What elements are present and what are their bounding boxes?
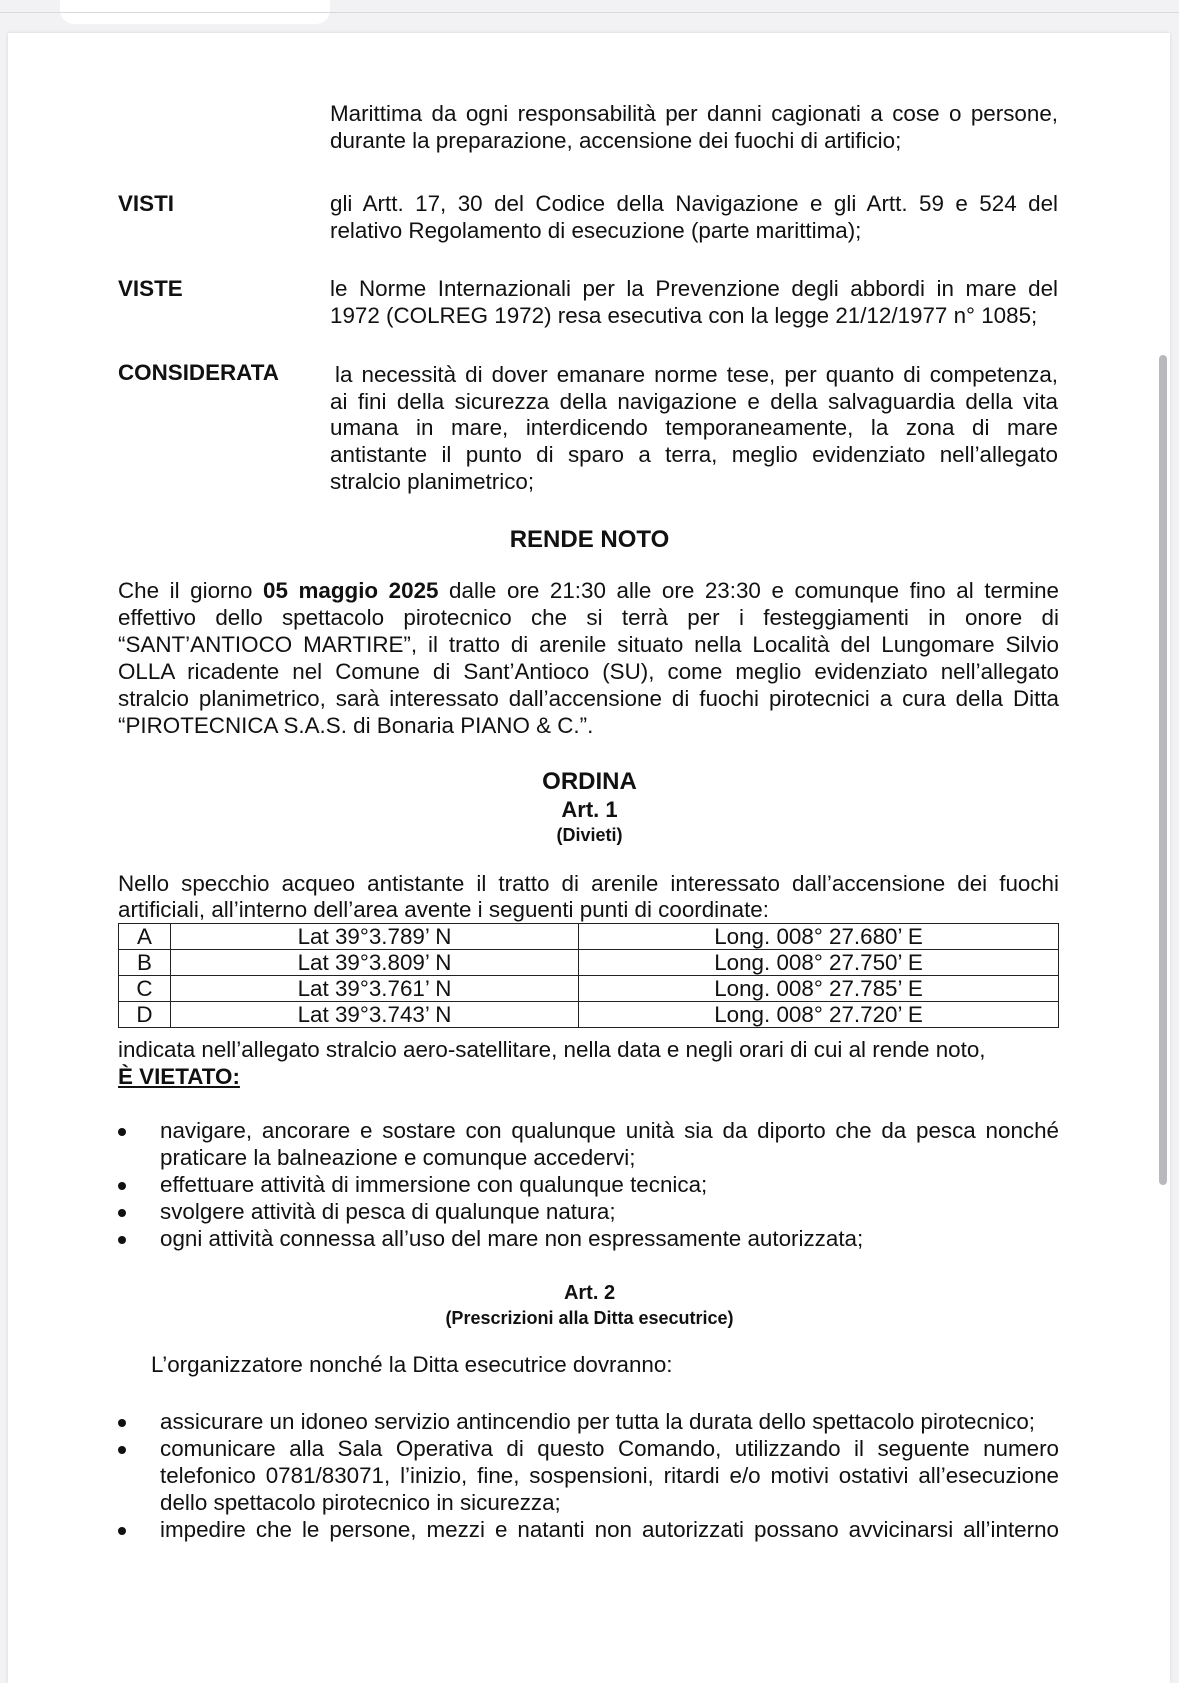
coord-id: C xyxy=(119,976,171,1002)
ordina-line-2: artificiali, all’interno dell’area avente i seguenti punti di coordinate: xyxy=(118,897,769,922)
rende-noto-heading: RENDE NOTO xyxy=(509,526,670,553)
rende-noto-line-5: stralcio planimetrico, sarà interessato dall’accensione di fuochi pirotecnici a cura della Ditta xyxy=(118,686,1059,711)
table-row xyxy=(119,976,1059,1002)
table-row xyxy=(119,924,1059,950)
ordina-after-table: indicata nell’allegato stralcio aero-satellitare, nella data e negli orari di cui al rende noto, xyxy=(118,1037,986,1062)
considerata-line-5: stralcio planimetrico; xyxy=(330,469,535,494)
art2-item-2-line-1: comunicare alla Sala Operativa di questo Comando, utilizzando il seguente numero xyxy=(160,1436,1059,1461)
table-row xyxy=(119,950,1059,976)
rende-noto-line-6: “PIROTECNICA S.A.S. di Bonaria PIANO & C.”. xyxy=(118,713,594,738)
vietato-item-2: effettuare attività di immersione con qualunque tecnica; xyxy=(160,1172,708,1197)
viste-line-2: 1972 (COLREG 1972) resa esecutiva con la legge 21/12/1977 n° 1085; xyxy=(330,303,1038,328)
art-1-subtitle: (Divieti) xyxy=(556,825,623,845)
visti-line-2: relativo Regolamento di esecuzione (parte marittima); xyxy=(330,218,862,243)
coord-lat: Lat 39°3.789’ N xyxy=(171,924,579,950)
vietato-heading: È VIETATO: xyxy=(118,1064,240,1089)
vietato-item-1-line-2: praticare la balneazione e comunque accedervi; xyxy=(160,1145,636,1170)
coord-lat: Lat 39°3.761’ N xyxy=(171,976,579,1002)
bullet-icon xyxy=(118,1446,126,1454)
art2-item-2-line-3: dello spettacolo pirotecnico in sicurezza; xyxy=(160,1490,561,1515)
rende-noto-line-1-post: dalle ore 21:30 alle ore 23:30 e comunque fino al termine xyxy=(438,578,1059,603)
vietato-item-1-line-1: navigare, ancorare e sostare con qualunque unità sia da diporto che da pesca nonché xyxy=(160,1118,1059,1143)
ordina-line-1: Nello specchio acqueo antistante il tratto di arenile interessato dall’accensione dei fuochi xyxy=(118,871,1059,896)
viste-label: VISTE xyxy=(118,276,183,301)
art-1-heading: Art. 1 xyxy=(561,797,618,822)
coordinates-table xyxy=(118,923,1059,1028)
considerata-line-3: umana in mare, interdicendo temporaneamente, la zona di mare xyxy=(330,415,1058,440)
art2-item-2-line-2: telefonico 0781/83071, l’inizio, fine, sospensioni, ritardi e/o motivi ostativi all’esecuzione xyxy=(160,1463,1059,1488)
top-divider xyxy=(0,12,1179,13)
bullet-icon xyxy=(118,1182,126,1190)
rende-noto-line-3: “SANT’ANTIOCO MARTIRE”, il tratto di arenile situato nella Località del Lungomare Silvio xyxy=(118,632,1059,657)
visti-line-1: gli Artt. 17, 30 del Codice della Navigazione e gli Artt. 59 e 524 del xyxy=(330,191,1058,216)
coord-lat: Lat 39°3.743’ N xyxy=(171,1002,579,1028)
rende-noto-line-1-pre: Che il giorno xyxy=(118,578,263,603)
bullet-icon xyxy=(118,1209,126,1217)
rende-noto-line-2: effettivo dello spettacolo pirotecnico che si terrà per i festeggiamenti in onore di xyxy=(118,605,1059,630)
rende-noto-line-4: OLLA ricadente nel Comune di Sant’Antioco (SU), come meglio evidenziato nell’allegato xyxy=(118,659,1059,684)
bullet-icon xyxy=(118,1419,126,1427)
coord-id: A xyxy=(119,924,171,950)
rende-noto-line-1 xyxy=(118,578,1059,605)
rende-noto-date: 05 maggio 2025 xyxy=(263,578,439,603)
considerata-label: CONSIDERATA xyxy=(118,360,279,385)
coord-id: D xyxy=(119,1002,171,1028)
intro-line-2: durante la preparazione, accensione dei fuochi di artificio; xyxy=(330,128,902,153)
considerata-line-1: la necessità di dover emanare norme tese, per quanto di competenza, xyxy=(335,362,1058,387)
coord-long: Long. 008° 27.785’ E xyxy=(579,976,1059,1002)
art2-item-3: impedire che le persone, mezzi e natanti non autorizzati possano avvicinarsi all’interno xyxy=(160,1517,1059,1542)
visti-label: VISTI xyxy=(118,191,174,216)
vietato-item-3: svolgere attività di pesca di qualunque natura; xyxy=(160,1199,616,1224)
coord-long: Long. 008° 27.680’ E xyxy=(579,924,1059,950)
art-2-intro: L’organizzatore nonché la Ditta esecutrice dovranno: xyxy=(151,1352,673,1377)
table-row xyxy=(119,1002,1059,1028)
considerata-line-2: ai fini della sicurezza della navigazione e della salvaguardia della vita xyxy=(330,389,1058,414)
art2-item-1: assicurare un idoneo servizio antincendio per tutta la durata dello spettacolo pirotecnico; xyxy=(160,1409,1036,1434)
coord-long: Long. 008° 27.750’ E xyxy=(579,950,1059,976)
vietato-item-4: ogni attività connessa all’uso del mare non espressamente autorizzata; xyxy=(160,1226,864,1251)
ordina-heading: ORDINA xyxy=(542,768,637,795)
coord-lat: Lat 39°3.809’ N xyxy=(171,950,579,976)
bullet-icon xyxy=(118,1527,126,1535)
viste-line-1: le Norme Internazionali per la Prevenzione degli abbordi in mare del xyxy=(330,276,1058,301)
considerata-line-4: antistante il punto di sparo a terra, meglio evidenziato nell’allegato xyxy=(330,442,1058,467)
art-2-subtitle: (Prescrizioni alla Ditta esecutrice) xyxy=(445,1308,734,1328)
coord-long: Long. 008° 27.720’ E xyxy=(579,1002,1059,1028)
coord-id: B xyxy=(119,950,171,976)
intro-line-1: Marittima da ogni responsabilità per danni cagionati a cose o persone, xyxy=(330,101,1058,126)
bullet-icon xyxy=(118,1128,126,1136)
art-2-heading: Art. 2 xyxy=(563,1282,616,1304)
bullet-icon xyxy=(118,1236,126,1244)
